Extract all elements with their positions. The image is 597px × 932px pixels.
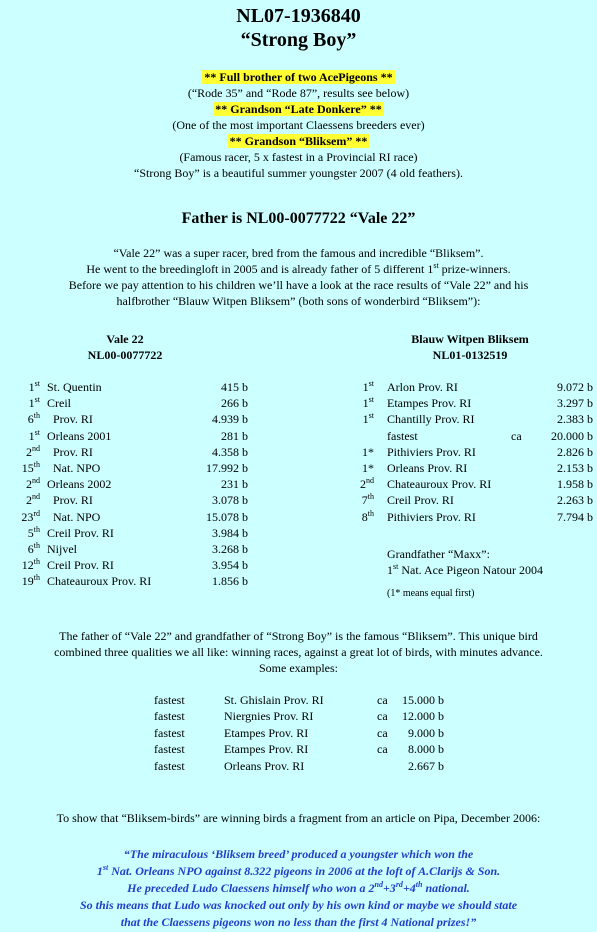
right-bird-ring: NL01-0132519 — [432, 348, 508, 362]
pigeon-name: “Strong Boy” — [240, 29, 357, 51]
result-rank — [21, 509, 40, 525]
intro-line-1: ** Full brother of two AcePigeons ** — [204, 70, 393, 84]
result-rank-number: 1 — [362, 396, 369, 411]
result-rank — [29, 379, 40, 395]
result-birds: 3.984 b — [212, 525, 248, 540]
result-birds: 20.000 b — [551, 428, 593, 443]
result-birds: 2.826 b — [557, 444, 593, 459]
example-ca: ca — [377, 693, 388, 707]
result-race: Prov. RI — [47, 412, 93, 427]
result-rank-number: 8 — [361, 509, 368, 524]
quote-line-4: So this means that Ludo was knocked out only by his own kind or maybe we should state — [79, 898, 518, 912]
result-rank — [28, 541, 40, 557]
result-rank-suffix: th — [367, 492, 374, 502]
result-rank — [362, 492, 374, 508]
result-birds: 17.992 b — [206, 460, 248, 475]
example-ca: ca — [377, 725, 388, 740]
intro-line-7: “Strong Boy” is a beautiful summer youngster 2007 (4 old feathers). — [134, 166, 463, 180]
result-race: fastest — [387, 428, 418, 443]
bliksem-paragraph-2: combined three qualities we all like: winning races, against a great lot of birds, with minutes advance. — [54, 645, 543, 659]
right-bird-name: Blauw Witpen Bliksem — [411, 332, 529, 346]
result-race: Nat. NPO — [47, 460, 101, 475]
result-birds: 4.358 b — [212, 444, 248, 459]
result-race: Nijvel — [47, 541, 77, 556]
intro-line-2: (“Rode 35” and “Rode 87”, results see below) — [187, 86, 410, 100]
result-rank — [26, 444, 40, 460]
result-birds: 415 b — [221, 380, 248, 394]
result-birds: 3.297 b — [557, 396, 593, 411]
example-row — [0, 725, 597, 741]
result-rank-suffix: st — [34, 379, 40, 388]
result-race: Creil Prov. RI — [387, 493, 454, 508]
result-rank-suffix: st — [34, 395, 40, 405]
result-race: Prov. RI — [47, 493, 93, 508]
result-rank — [363, 395, 374, 411]
result-birds: 7.794 b — [557, 509, 593, 524]
result-rank-number: 1 — [28, 428, 35, 443]
grandfather-result: 1st Nat. Ace Pigeon Natour 2004 — [387, 562, 543, 577]
intro-line-6: (Famous racer, 5 x fastest in a Provincial RI race) — [179, 150, 418, 164]
father-paragraph-3: Before we pay attention to his children we’ll have a look at the race results of “Vale 22” and his — [68, 278, 529, 292]
example-label: fastest — [154, 693, 185, 707]
result-race: Chateauroux Prov. RI — [387, 477, 492, 492]
result-rank-number: 2 — [26, 477, 32, 492]
father-paragraph-4: halfbrother “Blauw Witpen Bliksem” (both sons of wonderbird “Bliksem”): — [116, 294, 481, 308]
article-quote — [0, 846, 597, 931]
result-rank-suffix: nd — [32, 476, 40, 486]
pigeon-ring-number: NL07-1936840 — [236, 5, 361, 27]
example-race: Orleans Prov. RI — [224, 758, 305, 773]
result-rank-number: 2 — [360, 477, 366, 492]
result-rank — [22, 557, 40, 573]
result-rank — [363, 411, 374, 427]
result-row — [330, 509, 597, 525]
example-label: fastest — [154, 725, 185, 740]
result-rank-suffix: nd — [366, 476, 374, 486]
result-rank-number: 7 — [361, 493, 368, 508]
result-race: Orleans 2002 — [47, 477, 112, 492]
result-rank-number: 23 — [21, 509, 34, 524]
example-birds: 8.000 b — [408, 742, 444, 757]
result-row — [0, 428, 260, 444]
example-birds: 12.000 b — [402, 709, 444, 724]
result-race: Etampes Prov. RI — [387, 396, 472, 411]
result-row — [0, 557, 260, 573]
result-birds: 281 b — [221, 428, 248, 443]
result-birds: 2.383 b — [557, 412, 593, 427]
result-row — [0, 509, 260, 525]
example-row — [0, 692, 597, 708]
example-race: Etampes Prov. RI — [224, 742, 309, 757]
result-birds: 4.939 b — [212, 412, 248, 427]
father-paragraph-1: “Vale 22” was a super racer, bred from the famous and incredible “Bliksem”. — [113, 246, 484, 260]
result-birds: 1.958 b — [557, 477, 593, 492]
result-rank-number: 15 — [21, 460, 34, 475]
result-rank — [362, 509, 374, 525]
result-rank-suffix: st — [368, 395, 374, 405]
quote-line-1: “The miraculous ‘Bliksem breed’ produced a youngster which won the — [123, 847, 474, 861]
result-birds: 2.263 b — [557, 493, 593, 508]
result-ca: ca — [511, 428, 522, 443]
example-label: fastest — [154, 709, 185, 724]
grandfather-label: Grandfather “Maxx”: — [387, 547, 490, 561]
result-row — [0, 444, 260, 460]
result-row — [330, 395, 597, 411]
result-rank-suffix: st — [368, 379, 374, 388]
result-rank — [22, 460, 40, 476]
example-race: St. Ghislain Prov. RI — [224, 693, 324, 707]
result-row — [0, 476, 260, 492]
result-rank — [29, 395, 40, 411]
result-birds: 3.268 b — [212, 541, 248, 556]
result-race: Pithiviers Prov. RI — [387, 444, 476, 459]
result-rank-suffix: th — [33, 573, 40, 583]
result-race: Creil — [47, 396, 71, 411]
result-rank-suffix: th — [367, 508, 374, 518]
intro-line-4: (One of the most important Claessens breeders ever) — [172, 118, 425, 132]
result-row — [330, 428, 597, 444]
result-row — [0, 573, 260, 589]
result-rank — [362, 444, 374, 460]
result-row — [0, 460, 260, 476]
left-bird-header — [60, 331, 190, 363]
article-intro: To show that “Bliksem-birds” are winning birds a fragment from an article on Pipa, December 2006: — [56, 811, 541, 825]
result-row — [330, 411, 597, 427]
result-rank-number: 6 — [27, 412, 34, 427]
result-race: Orleans 2001 — [47, 428, 112, 443]
bliksem-paragraph-1: The father of “Vale 22” and grandfather of “Strong Boy” is the famous “Bliksem”. This unique bird — [59, 629, 538, 643]
result-rank — [26, 476, 40, 492]
result-row — [0, 541, 260, 557]
right-results-list — [330, 379, 597, 525]
result-race: Arlon Prov. RI — [387, 380, 458, 394]
result-birds: 231 b — [221, 477, 248, 492]
father-heading: Father is NL00-0077722 “Vale 22” — [181, 210, 416, 227]
result-birds: 266 b — [221, 396, 248, 411]
left-bird-ring: NL00-0077722 — [87, 348, 163, 362]
result-rank-suffix: th — [33, 411, 40, 421]
result-rank — [28, 525, 40, 541]
result-rank-suffix: nd — [32, 492, 40, 502]
result-row — [0, 411, 260, 427]
result-row — [330, 476, 597, 492]
result-rank-number: 19 — [21, 574, 34, 589]
result-row — [330, 379, 597, 395]
example-birds: 9.000 b — [408, 725, 444, 740]
result-race: Pithiviers Prov. RI — [387, 509, 476, 524]
example-ca: ca — [377, 742, 388, 757]
quote-line-2: 1st Nat. Orleans NPO against 8.322 pigeons in 2006 at the loft of A.Clarijs & Son. — [96, 863, 501, 878]
result-rank — [28, 411, 40, 427]
grandfather-block — [387, 546, 597, 602]
example-label: fastest — [154, 742, 185, 757]
example-ca: ca — [377, 709, 388, 724]
result-race: Chantilly Prov. RI — [387, 412, 475, 427]
example-race: Niergnies Prov. RI — [224, 709, 314, 724]
result-birds: 3.078 b — [212, 493, 248, 508]
result-rank-number: 1 — [362, 412, 369, 427]
result-rank-suffix: th — [33, 524, 40, 534]
result-rank — [362, 460, 374, 476]
result-rank — [29, 428, 40, 444]
example-row — [0, 758, 597, 774]
result-rank-suffix: th — [33, 459, 40, 469]
result-rank-number: 1* — [362, 444, 374, 459]
result-row — [0, 395, 260, 411]
result-rank — [22, 573, 40, 589]
result-row — [330, 460, 597, 476]
result-rank-number: 12 — [21, 558, 34, 573]
example-birds: 15.000 b — [402, 693, 444, 707]
result-race: Nat. NPO — [47, 509, 101, 524]
result-row — [0, 492, 260, 508]
result-rank-suffix: th — [33, 557, 40, 567]
result-rank-number: 1* — [362, 460, 374, 475]
result-race: Orleans Prov. RI — [387, 460, 468, 475]
result-race: Prov. RI — [47, 444, 93, 459]
result-rank-suffix: rd — [33, 508, 40, 518]
result-rank-number: 6 — [27, 541, 34, 556]
result-rank-number: 1 — [362, 380, 369, 394]
result-rank-number: 5 — [27, 525, 34, 540]
result-race: Chateauroux Prov. RI — [47, 574, 152, 589]
result-rank-suffix: st — [34, 427, 40, 437]
result-race: Creil Prov. RI — [47, 525, 114, 540]
result-rank — [360, 476, 374, 492]
result-rank-number: 2 — [26, 493, 32, 508]
result-rank-number: 1 — [28, 380, 35, 394]
result-rank-suffix: th — [33, 540, 40, 550]
bliksem-paragraph-3: Some examples: — [259, 661, 338, 675]
result-row — [330, 444, 597, 460]
example-label: fastest — [154, 758, 185, 773]
result-row — [0, 379, 260, 395]
intro-line-5: ** Grandson “Bliksem” ** — [229, 134, 368, 148]
result-birds: 2.153 b — [557, 460, 593, 475]
bliksem-examples-list — [0, 692, 597, 774]
result-race: St. Quentin — [47, 380, 102, 394]
result-race: Creil Prov. RI — [47, 558, 114, 573]
right-bird-header — [380, 331, 560, 363]
result-birds: 3.954 b — [212, 558, 248, 573]
result-rank-suffix: st — [368, 411, 374, 421]
result-rank — [26, 492, 40, 508]
intro-line-3: ** Grandson “Late Donkere” ** — [215, 102, 382, 116]
example-birds: 2.667 b — [408, 758, 444, 773]
result-row — [330, 492, 597, 508]
result-birds: 9.072 b — [557, 380, 593, 394]
example-row — [0, 708, 597, 724]
example-race: Etampes Prov. RI — [224, 725, 309, 740]
father-paragraph-2: He went to the breedingloft in 2005 and is already father of 5 different 1st prize-winners. — [86, 261, 511, 276]
result-rank-number: 2 — [26, 444, 32, 459]
result-row — [0, 525, 260, 541]
result-rank-suffix: nd — [32, 443, 40, 453]
result-rank — [363, 379, 374, 395]
quote-line-3: He preceded Ludo Claessens himself who won a 2nd+3rd+4th national. — [127, 880, 470, 895]
left-bird-name: Vale 22 — [106, 332, 144, 346]
result-rank-number: 1 — [28, 396, 35, 411]
equal-first-note: (1* means equal first) — [387, 588, 475, 599]
result-birds: 15.078 b — [206, 509, 248, 524]
quote-line-5: that the Claessens pigeons won no less than the first 4 National prizes!” — [120, 915, 477, 929]
example-row — [0, 741, 597, 757]
result-birds: 1.856 b — [212, 574, 248, 589]
left-results-list — [0, 379, 260, 589]
